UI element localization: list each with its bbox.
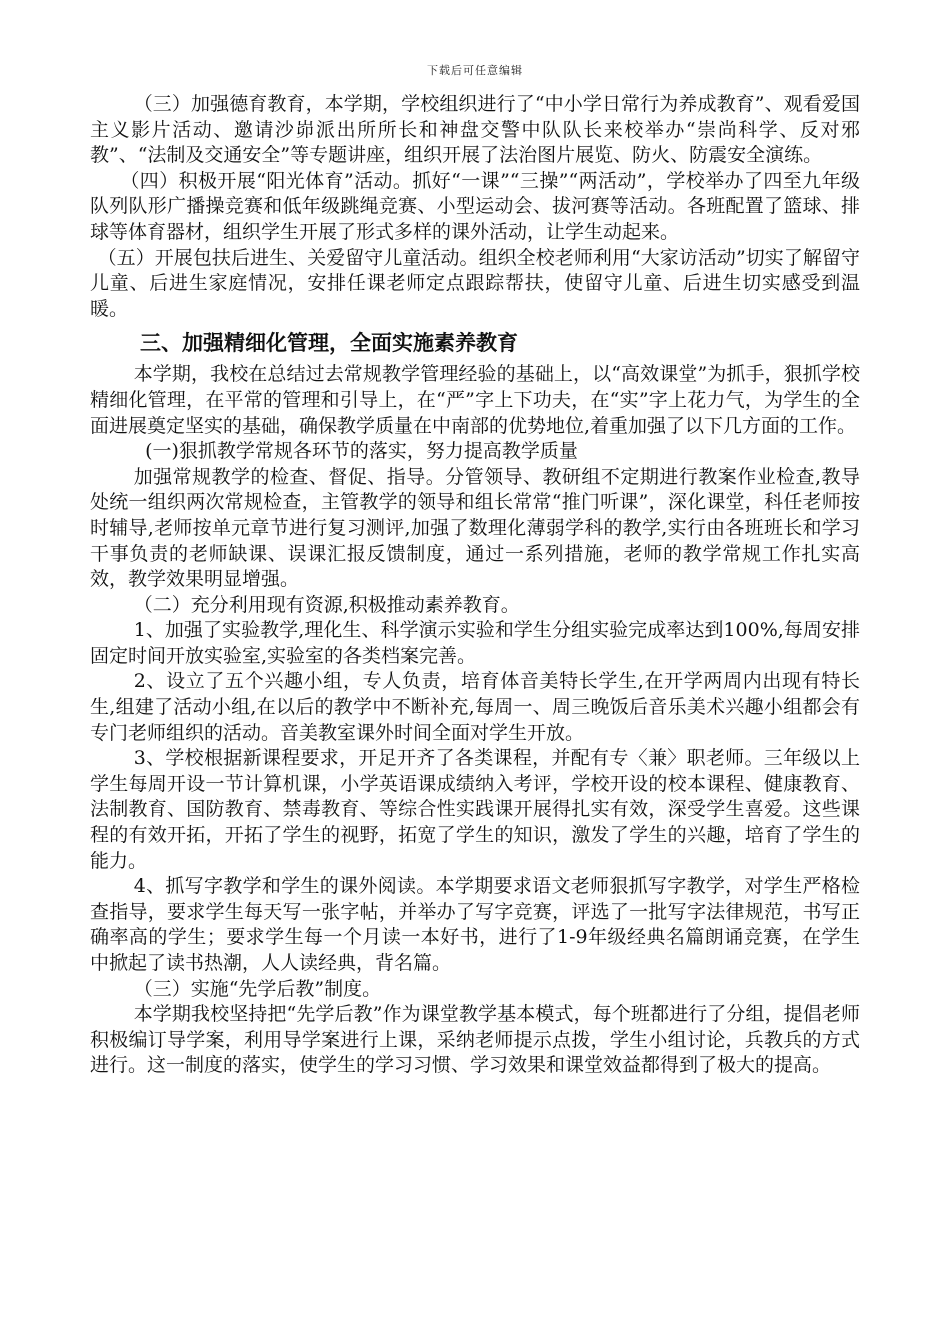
- paragraph-item-four: 4、抓写字教学和学生的课外阅读。本学期要求语文老师狠抓写字教学，对学生严格检查指导，要求学生每天写一张字帖，并举办了写字竞赛，评选了一批写字法律规范，书写正确率高的学生；要求学生每一个月读一本好书，进行了1-9年级经典名篇朗诵竞赛，在学生中掀起了读书热潮，人人读经典，背名篇。: [90, 875, 860, 974]
- paragraph-subheading-one: (一)狠抓教学常规各环节的落实，努力提高教学质量: [145, 440, 578, 463]
- paragraph-learn-first-teach-later: 本学期我校坚持把“先学后教”作为课堂教学基本模式，每个班都进行了分组，提倡老师积极编订导学案，利用导学案进行上课，采纳老师提示点拨，学生小组讨论，兵教兵的方式进行。这一制度的落实，使学生的学习习惯、学习效果和课堂效益都得到了极大的提高。: [90, 1003, 860, 1077]
- paragraph-moral-education: （三）加强德育教育，本学期，学校组织进行了“中小学日常行为养成教育”、观看爱国主义影片活动、邀请沙峁派出所所长和神盘交警中队队长来校举办“崇尚科学、反对邪教”、“法制及交通安全”等专题讲座，组织开展了法治图片展览、防火、防震安全演练。: [90, 93, 860, 167]
- document-body: [90, 92, 860, 1079]
- section-heading-three: 三、加强精细化管理，全面实施素养教育: [140, 331, 518, 356]
- paragraph-subheading-two: （二）充分利用现有资源,积极推动素养教育。: [133, 593, 520, 616]
- paragraph-routine-teaching: 加强常规教学的检查、督促、指导。分管领导、教研组不定期进行教案作业检查,教导处统一组织两次常规检查，主管教学的领导和组长常常“推门听课”，深化课堂，科任老师按时辅导,老师按单元章节进行复习测评,加强了数理化薄弱学科的教学,实行由各班班长和学习干事负责的老师缺课、误课汇报反馈制度，通过一系列措施，老师的教学常规工作扎实高效，教学效果明显增强。: [90, 465, 860, 591]
- paragraph-semester-summary: 本学期，我校在总结过去常规教学管理经验的基础上，以“高效课堂”为抓手，狠抓学校精细化管理，在平常的管理和引导上，在“严”字上下功夫，在“实”字上花力气，为学生的全面进展奠定坚实的基础，确保教学质量在中南部的优势地位,着重加强了以下几方面的工作。: [90, 363, 860, 437]
- paragraph-item-one: 1、加强了实验教学,理化生、科学演示实验和学生分组实验完成率达到100%,每周安排固定时间开放实验室,实验室的各类档案完善。: [90, 619, 860, 667]
- header-note: 下载后可任意编辑: [427, 64, 523, 77]
- paragraph-item-three: 3、学校根据新课程要求，开足开齐了各类课程，并配有专〈兼〉职老师。三年级以上学生每周开设一节计算机课，小学英语课成绩纳入考评，学校开设的校本课程、健康教育、法制教育、国防教育、禁毒教育、等综合性实践课开展得扎实有效，深受学生喜爱。这些课程的有效开拓，开拓了学生的视野，拓宽了学生的知识，激发了学生的兴趣，培育了学生的能力。: [90, 747, 860, 872]
- paragraph-left-behind-children: （五）开展包扶后进生、关爱留守儿童活动。组织全校老师利用“大家访活动”切实了解留守儿童、后进生家庭情况，安排任课老师定点跟踪帮扶，使留守儿童、后进生切实感受到温暖。: [90, 246, 860, 320]
- paragraph-sunshine-sports: （四）积极开展“阳光体育”活动。抓好“一课”“三操”“两活动”，学校举办了四至九年级队列队形广播操竞赛和低年级跳绳竞赛、小型运动会、拔河赛等活动。各班配置了篮球、排球等体育器材，组织学生开展了形式多样的课外活动，让学生动起来。: [90, 169, 860, 243]
- paragraph-subheading-three: （三）实施“先学后教”制度。: [133, 977, 382, 1000]
- paragraph-item-two: 2、设立了五个兴趣小组，专人负责，培育体音美特长学生,在开学两周内出现有特长生,组建了活动小组,在以后的教学中不断补充,每周一、周三晚饭后音乐美术兴趣小组都会有专门老师组织的活动。音美教室课外时间全面对学生开放。: [90, 670, 860, 744]
